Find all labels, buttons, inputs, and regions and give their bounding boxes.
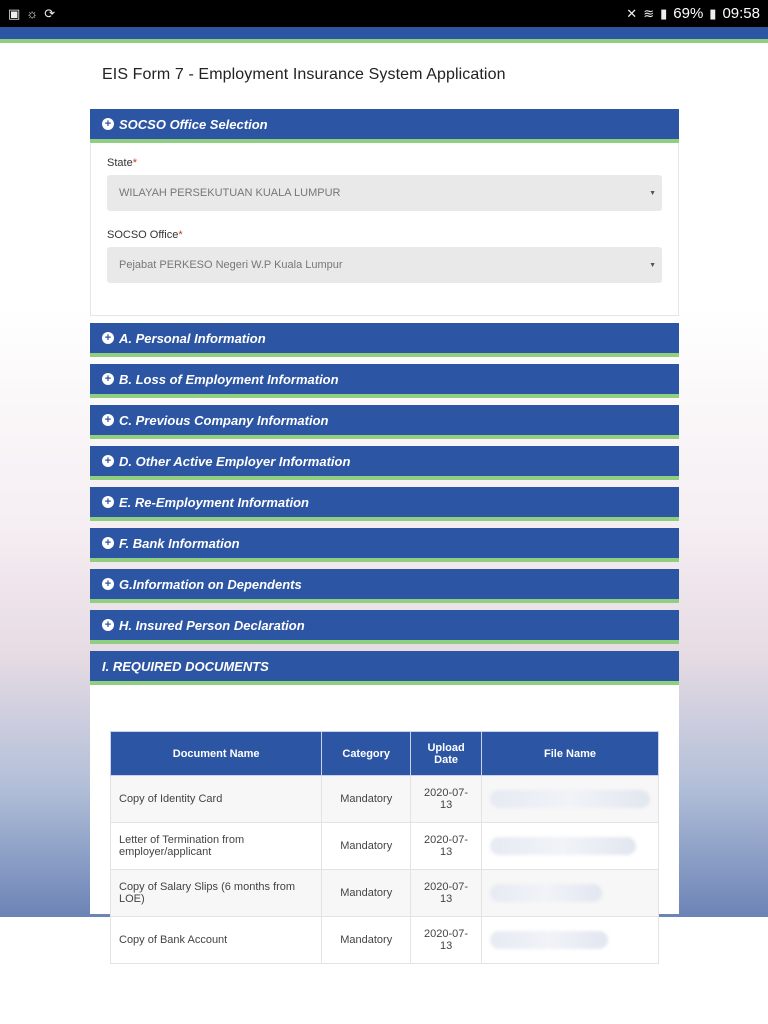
plus-circle-icon: + (102, 118, 114, 130)
office-select-value: Pejabat PERKESO Negeri W.P Kuala Lumpur (119, 259, 343, 271)
upload-date: 2020-07-13 (411, 776, 482, 823)
documents-table (110, 731, 659, 964)
section-header-label: F. Bank Information (119, 535, 240, 551)
site-header-band (0, 27, 768, 43)
upload-date: 2020-07-13 (411, 823, 482, 870)
table-row (111, 776, 659, 823)
upload-date: 2020-07-13 (411, 870, 482, 917)
file-name-cell[interactable] (482, 917, 659, 964)
section-header-label: H. Insured Person Declaration (119, 617, 305, 633)
plus-circle-icon: + (102, 496, 114, 508)
section-header-i[interactable] (90, 651, 679, 685)
file-name-cell[interactable] (482, 776, 659, 823)
state-select[interactable] (107, 175, 662, 211)
section-header-label: SOCSO Office Selection (119, 116, 268, 132)
document-name: Copy of Salary Slips (6 months from LOE) (111, 870, 322, 917)
plus-circle-icon: + (102, 332, 114, 344)
section-header-d[interactable] (90, 446, 679, 480)
plus-circle-icon: + (102, 455, 114, 467)
redacted-file-name (490, 931, 608, 949)
office-label-text: SOCSO Office (107, 229, 179, 241)
redacted-file-name (490, 884, 602, 902)
caret-down-icon: ▼ (649, 189, 656, 197)
clock: 09:58 (722, 5, 760, 22)
section-header-label: E. Re-Employment Information (119, 494, 309, 510)
battery-percent: 69% (673, 5, 704, 22)
socso-section-body (90, 143, 679, 316)
section-header-label: D. Other Active Employer Information (119, 453, 351, 469)
table-row (111, 823, 659, 870)
section-header-label: G.Information on Dependents (119, 576, 302, 592)
column-header-category: Category (322, 732, 411, 776)
document-name: Copy of Identity Card (111, 776, 322, 823)
state-label-text: State (107, 157, 133, 169)
page-title: EIS Form 7 - Employment Insurance System Application (102, 66, 506, 83)
file-name-cell[interactable] (482, 823, 659, 870)
section-header-label: B. Loss of Employment Information (119, 371, 339, 387)
plus-circle-icon: + (102, 373, 114, 385)
sync-icon: ⟳ (44, 6, 56, 21)
section-header-a[interactable] (90, 323, 679, 357)
status-right (626, 5, 760, 22)
section-header-e[interactable] (90, 487, 679, 521)
section-header-b[interactable] (90, 364, 679, 398)
document-category: Mandatory (322, 917, 411, 964)
office-label (107, 229, 662, 241)
upload-date: 2020-07-13 (411, 917, 482, 964)
redacted-file-name (490, 837, 636, 855)
table-row (111, 870, 659, 917)
wifi-icon: ≋ (643, 6, 655, 21)
column-header-upload-date: Upload Date (411, 732, 482, 776)
column-header-file-name: File Name (482, 732, 659, 776)
weather-icon: ☼ (26, 6, 39, 21)
table-row (111, 917, 659, 964)
office-select[interactable] (107, 247, 662, 283)
plus-circle-icon: + (102, 414, 114, 426)
file-name-cell[interactable] (482, 870, 659, 917)
document-category: Mandatory (322, 870, 411, 917)
document-name: Letter of Termination from employer/applicant (111, 823, 322, 870)
status-bar (0, 0, 768, 27)
mute-icon: ✕ (626, 6, 638, 21)
status-left (8, 7, 55, 20)
table-header-row (111, 732, 659, 776)
battery-icon: ▮ (709, 6, 717, 21)
section-header-label: A. Personal Information (119, 330, 266, 346)
state-select-value: WILAYAH PERSEKUTUAN KUALA LUMPUR (119, 187, 341, 199)
plus-circle-icon: + (102, 537, 114, 549)
section-header-label: C. Previous Company Information (119, 412, 329, 428)
state-label (107, 157, 662, 169)
required-mark: * (178, 229, 183, 241)
document-category: Mandatory (322, 776, 411, 823)
image-icon: ▣ (8, 6, 21, 21)
document-name: Copy of Bank Account (111, 917, 322, 964)
signal-icon: ▮ (660, 6, 668, 21)
section-header-f[interactable] (90, 528, 679, 562)
section-header-socso[interactable] (90, 109, 679, 143)
required-documents-body (90, 685, 679, 952)
section-header-g[interactable] (90, 569, 679, 603)
redacted-file-name (490, 790, 650, 808)
document-category: Mandatory (322, 823, 411, 870)
section-header-label: I. REQUIRED DOCUMENTS (102, 658, 269, 674)
form-panels (90, 109, 679, 952)
section-header-c[interactable] (90, 405, 679, 439)
required-mark: * (132, 157, 137, 169)
section-header-h[interactable] (90, 610, 679, 644)
plus-circle-icon: + (102, 578, 114, 590)
caret-down-icon: ▼ (649, 261, 656, 269)
plus-circle-icon: + (102, 619, 114, 631)
column-header-document-name: Document Name (111, 732, 322, 776)
